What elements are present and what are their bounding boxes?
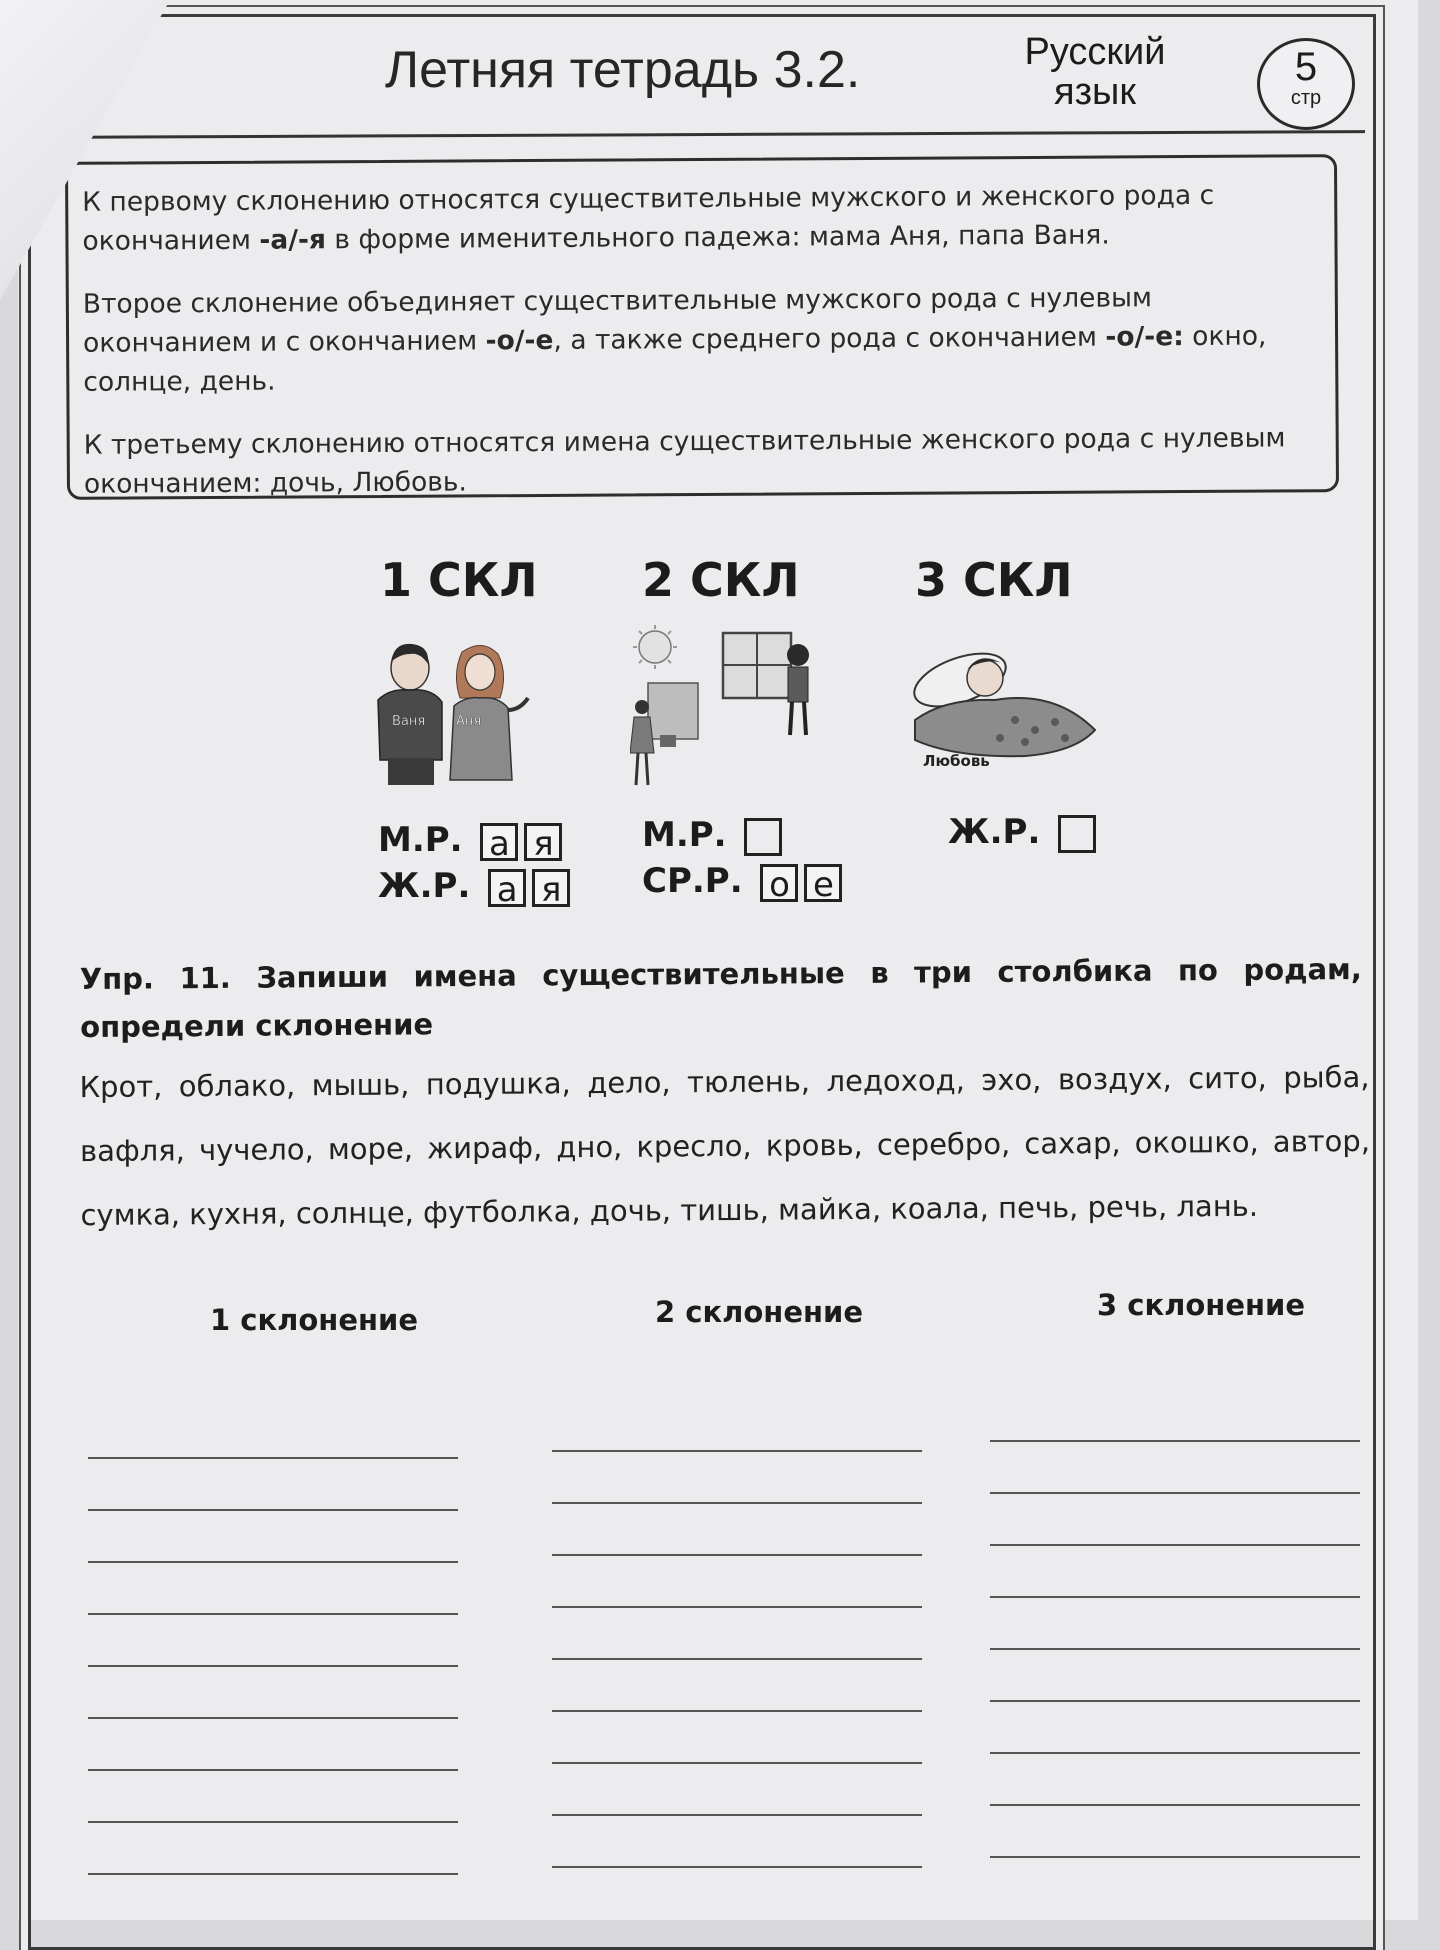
- ending-box: е: [804, 864, 842, 902]
- answer-line[interactable]: [990, 1440, 1360, 1442]
- answer-line[interactable]: [990, 1700, 1360, 1702]
- exercise-title: Упр. 11. Запиши имена существительные в три столбика по родам, определи склонение: [79, 951, 1362, 1045]
- illustration-name-vanya: Ваня: [392, 714, 426, 729]
- ending-box: а: [488, 869, 526, 907]
- grammar-rule-box: [65, 154, 1339, 500]
- answer-line[interactable]: [552, 1710, 922, 1712]
- vanya-anya-illustration: [370, 640, 530, 785]
- decl2-neuter-row: СР.Р. о е: [642, 861, 842, 902]
- answer-line[interactable]: [552, 1554, 922, 1556]
- ending-box-empty: [744, 818, 782, 856]
- decl3-feminine-row: Ж.Р.: [948, 812, 1096, 853]
- answer-line[interactable]: [552, 1606, 922, 1608]
- answer-line[interactable]: [88, 1561, 458, 1563]
- answer-line[interactable]: [552, 1450, 922, 1452]
- answer-line[interactable]: [552, 1658, 922, 1660]
- declension-1-heading: 1 СКЛ: [380, 553, 538, 607]
- subject-label: Русский язык: [1024, 31, 1166, 113]
- rule-paragraph-2: [83, 277, 1322, 402]
- answer-lines-column-1: [88, 1457, 458, 1925]
- declension-2-heading: 2 СКЛ: [642, 553, 800, 607]
- column-heading-2: 2 склонение: [655, 1295, 864, 1329]
- column-heading-1: 1 склонение: [210, 1303, 419, 1337]
- answer-line[interactable]: [990, 1804, 1360, 1806]
- answer-line[interactable]: [990, 1648, 1360, 1650]
- decl2-masculine-row: М.Р.: [642, 815, 782, 856]
- answer-line[interactable]: [88, 1457, 458, 1459]
- answer-line[interactable]: [552, 1762, 922, 1764]
- page-number-label: стр: [1290, 87, 1322, 109]
- ending-box: а: [480, 823, 518, 861]
- sleeping-girl-illustration: [905, 630, 1105, 775]
- decl1-feminine-row: Ж.Р. а я: [378, 866, 570, 907]
- rule-ending-highlight: -а/-я: [259, 224, 327, 256]
- answer-line[interactable]: [88, 1509, 458, 1511]
- answer-line[interactable]: [88, 1613, 458, 1615]
- rule-text: в форме именительного падежа: мама Аня, папа Ваня.: [325, 219, 1110, 256]
- rule-paragraph-3: [84, 418, 1322, 504]
- workbook-title: Летняя тетрадь 3.2.: [385, 41, 861, 99]
- rule-text: К первому склонению относятся существительные мужского и женского рода с окончанием: [82, 179, 1215, 257]
- ending-box: я: [524, 823, 562, 861]
- answer-line[interactable]: [552, 1866, 922, 1868]
- answer-line[interactable]: [990, 1856, 1360, 1858]
- answer-lines-column-2: [552, 1450, 922, 1918]
- answer-line[interactable]: [88, 1873, 458, 1875]
- exercise-word-list: Крот, облако, мышь, подушка, дело, тюлень, ледоход, эхо, воздух, сито, рыба, вафля, чучело, море, жираф, дно, кресло, кровь, серебро, сахар, окошко, автор, сумка, кухня, солнце, футболка, дочь, тишь, майка, коала, печь, речь, лань.: [79, 1059, 1371, 1233]
- sun-window-illustration: [630, 625, 830, 800]
- rule-ending-highlight: -о/-е: [485, 324, 554, 357]
- answer-line[interactable]: [88, 1665, 458, 1667]
- answer-line[interactable]: [88, 1769, 458, 1771]
- rule-text: окно, солнце, день.: [83, 320, 1267, 398]
- decl1-masculine-row: М.Р. а я: [378, 820, 562, 861]
- rule-paragraph-1: [82, 175, 1320, 261]
- rule-text: К третьему склонению относятся имена существительные женского рода с нулевым окончанием: дочь, Любовь.: [83, 422, 1286, 500]
- rule-text: Второе склонение объединяет существительные мужского рода с нулевым окончанием и с окончанием: [82, 282, 1153, 359]
- ending-box: я: [532, 869, 570, 907]
- answer-line[interactable]: [990, 1492, 1360, 1494]
- answer-line[interactable]: [990, 1544, 1360, 1546]
- ending-box: о: [760, 864, 798, 902]
- illustration-caption-lyubov: Любовь: [923, 752, 990, 770]
- illustration-name-anya: Аня: [456, 714, 482, 729]
- answer-line[interactable]: [88, 1717, 458, 1719]
- answer-line[interactable]: [990, 1752, 1360, 1754]
- answer-lines-column-3: [990, 1440, 1360, 1908]
- answer-line[interactable]: [990, 1596, 1360, 1598]
- answer-line[interactable]: [552, 1814, 922, 1816]
- answer-line[interactable]: [88, 1821, 458, 1823]
- page-number-badge: [1257, 38, 1355, 130]
- ending-box-empty: [1058, 815, 1096, 853]
- rule-text: , а также среднего рода с окончанием: [553, 321, 1106, 356]
- rule-ending-highlight: -о/-е:: [1105, 321, 1184, 353]
- declension-3-heading: 3 СКЛ: [915, 553, 1073, 607]
- page-number: 5: [1294, 45, 1318, 89]
- answer-line[interactable]: [552, 1502, 922, 1504]
- column-heading-3: 3 склонение: [1097, 1288, 1306, 1322]
